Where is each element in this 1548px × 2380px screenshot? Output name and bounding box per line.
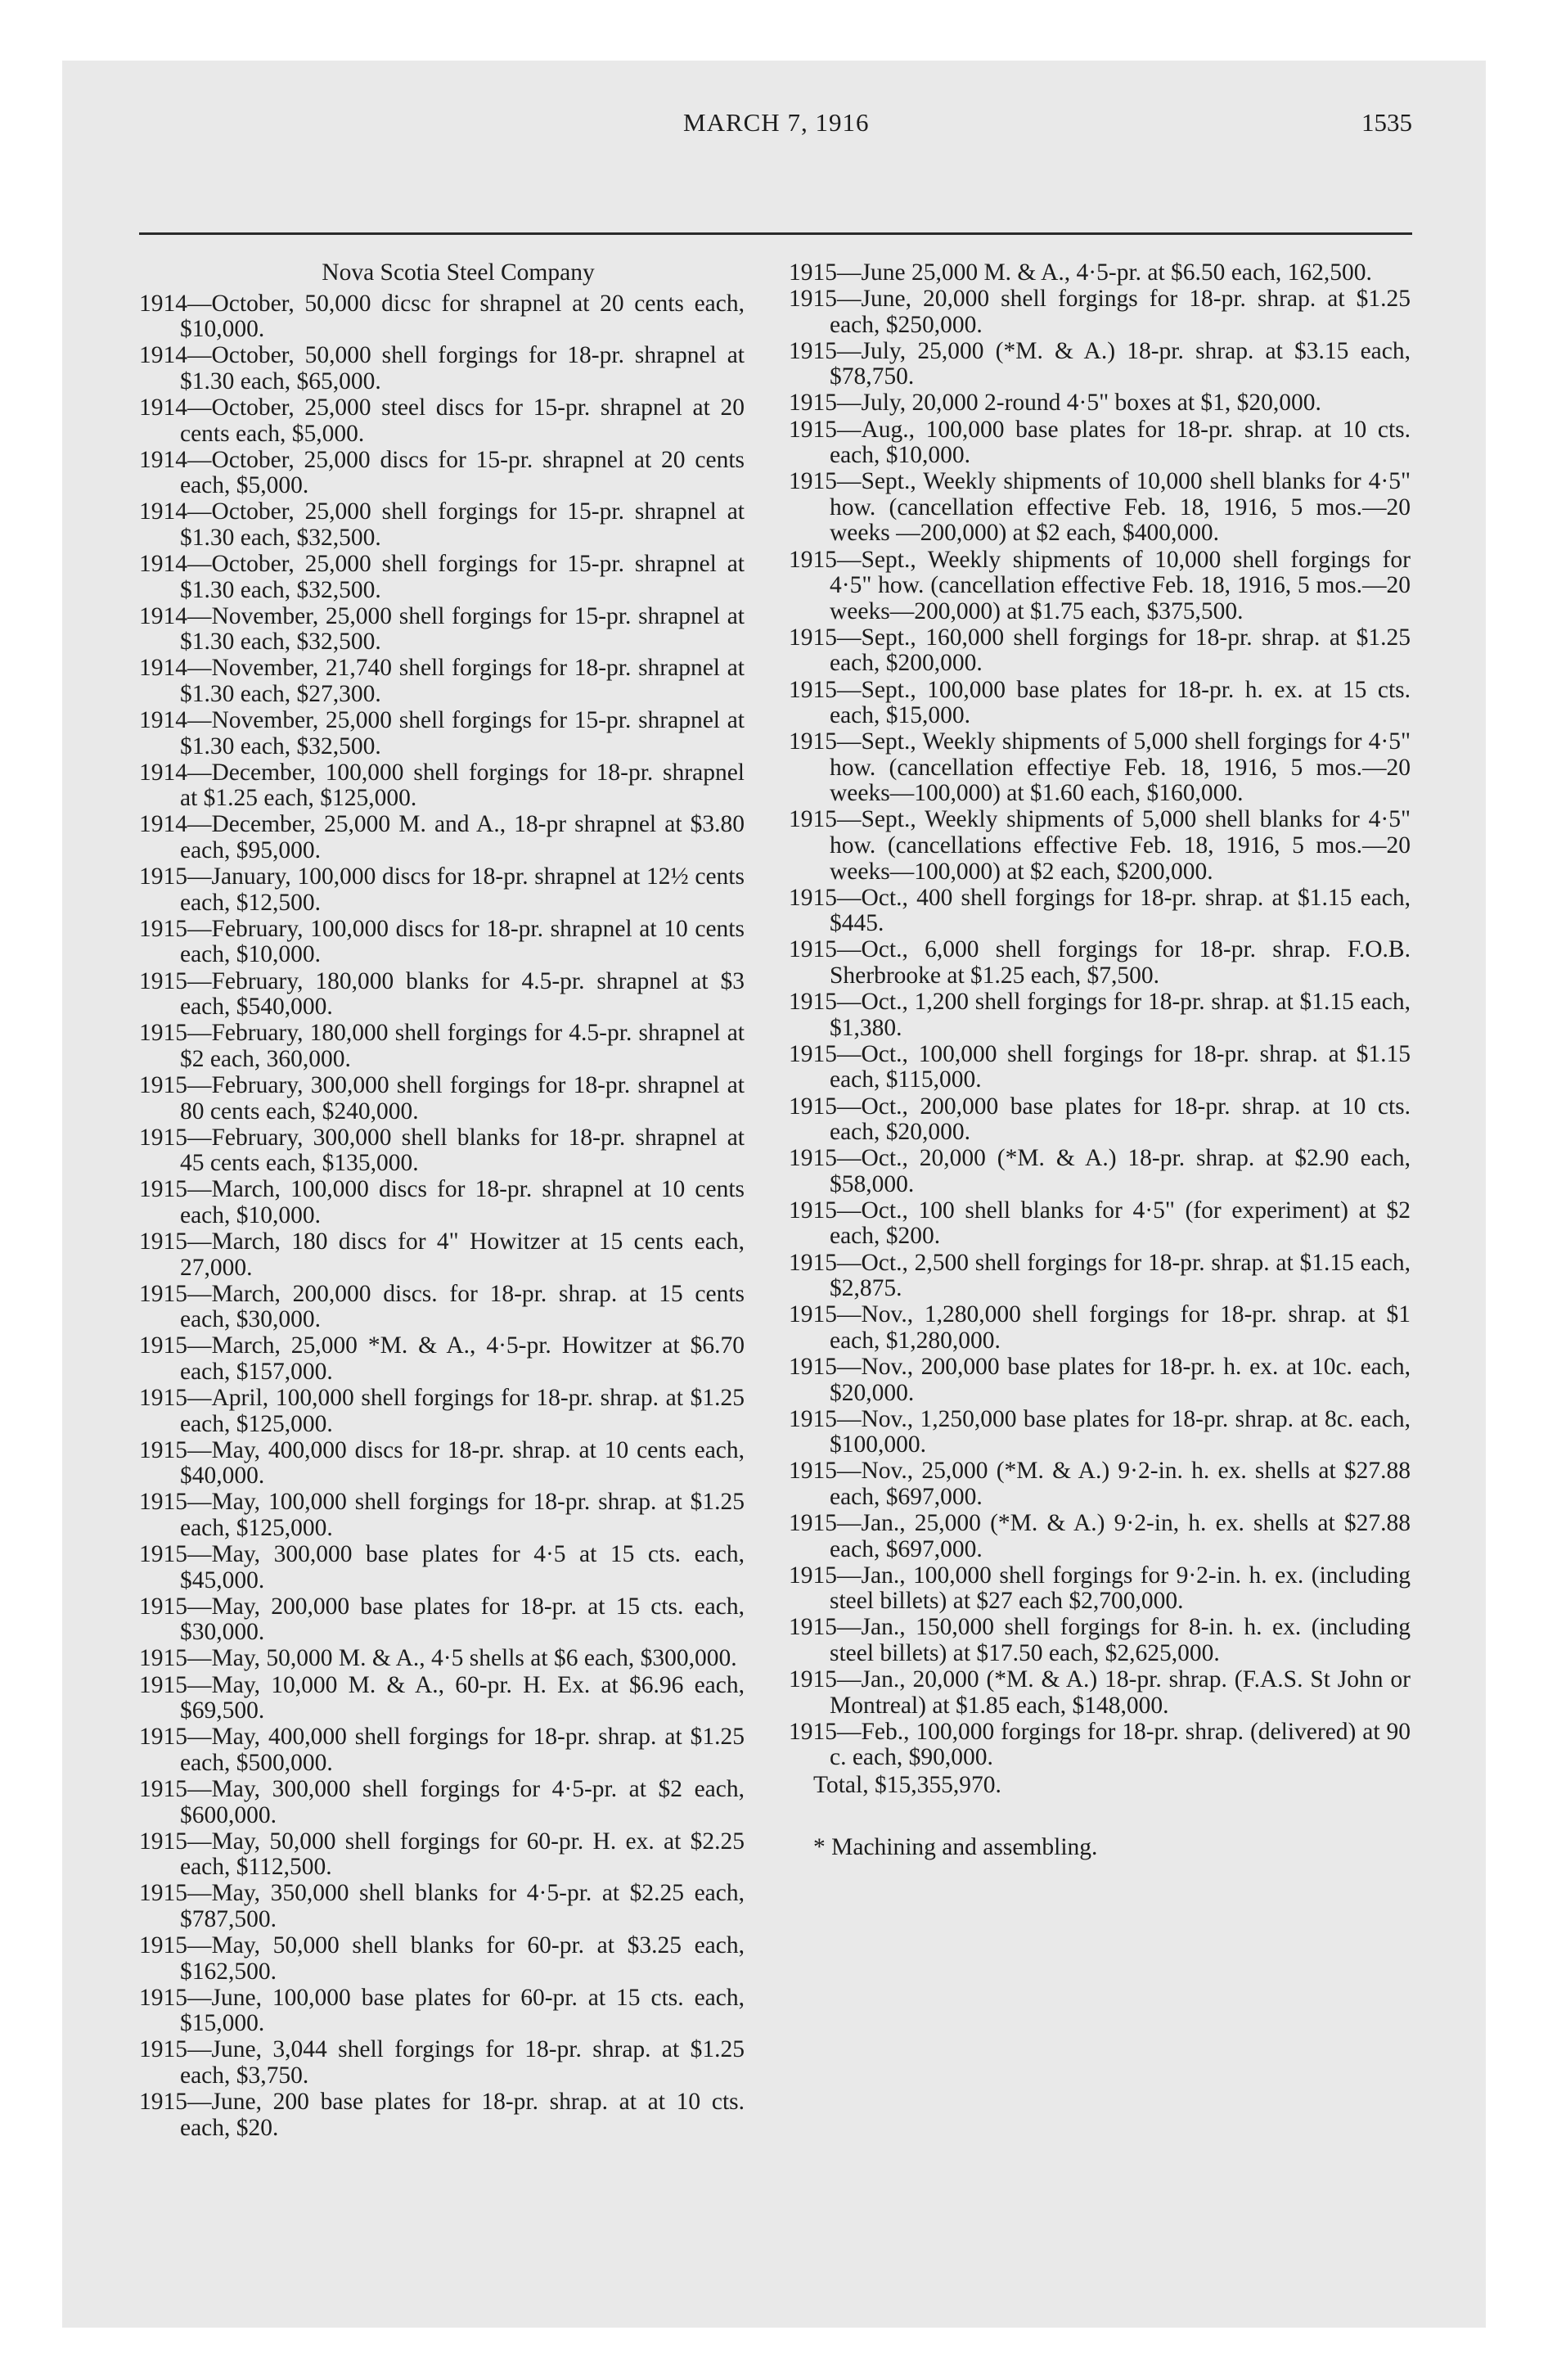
contract-entry: 1915—Aug., 100,000 base plates for 18-pr. shrap. at 10 cts. each, $10,000. — [789, 416, 1411, 469]
contract-entry: 1915—January, 100,000 discs for 18-pr. shrapnel at 12½ cents each, $12,500. — [139, 863, 745, 916]
contract-entry: 1915—March, 25,000 *M. & A., 4·5-pr. Howitzer at $6.70 each, $157,000. — [139, 1332, 745, 1385]
contract-entry: 1915—Oct., 6,000 shell forgings for 18-pr. shrap. F.O.B. Sherbrooke at $1.25 each, $7,500. — [789, 936, 1411, 989]
page-number: 1535 — [1361, 108, 1412, 137]
contract-entry: 1915—Sept., Weekly shipments of 10,000 shell forgings for 4·5" how. (cancellation effective Feb. 18, 1916, 5 mos.—20 weeks—200,000) at $1.75 each, $375,500. — [789, 546, 1411, 624]
contract-entry: 1915—May, 10,000 M. & A., 60-pr. H. Ex. at $6.96 each, $69,500. — [139, 1671, 745, 1724]
right-entry-list — [789, 260, 1411, 1771]
section-title: Nova Scotia Steel Company — [322, 259, 595, 286]
contract-entry: 1915—Nov., 25,000 (*M. & A.) 9·2-in. h. ex. shells at $27.88 each, $697,000. — [789, 1458, 1411, 1510]
contract-entry: 1915—March, 200,000 discs. for 18-pr. shrap. at 15 cents each, $30,000. — [139, 1280, 745, 1333]
contract-entry: 1914—October, 25,000 shell forgings for 15-pr. shrapnel at $1.30 each, $32,500. — [139, 551, 745, 603]
contract-entry: 1915—May, 50,000 shell blanks for 60-pr. at $3.25 each, $162,500. — [139, 1932, 745, 1985]
contract-entry: 1915—Nov., 200,000 base plates for 18-pr. h. ex. at 10c. each, $20,000. — [789, 1353, 1411, 1406]
contract-entry: 1915—Nov., 1,280,000 shell forgings for 18-pr. shrap. at $1 each, $1,280,000. — [789, 1301, 1411, 1354]
contract-entry: 1915—Jan., 20,000 (*M. & A.) 18-pr. shrap. (F.A.S. St John or Montreal) at $1.85 each, $148,000. — [789, 1666, 1411, 1719]
contract-entry: 1915—July, 20,000 2-round 4·5" boxes at $1, $20,000. — [789, 390, 1321, 417]
contract-entry: 1915—May, 400,000 discs for 18-pr. shrap. at 10 cents each, $40,000. — [139, 1436, 745, 1490]
contract-entry: 1914—December, 100,000 shell forgings for 18-pr. shrapnel at $1.25 each, $125,000. — [139, 759, 745, 812]
contract-entry: 1915—June, 100,000 base plates for 60-pr. at 15 cts. each, $15,000. — [139, 1984, 745, 2037]
contract-entry: 1915—April, 100,000 shell forgings for 18-pr. shrap. at $1.25 each, $125,000. — [139, 1385, 745, 1437]
contract-entry: 1915—Oct., 20,000 (*M. & A.) 18-pr. shrap. at $2.90 each, $58,000. — [789, 1145, 1411, 1197]
contract-entry: 1914—November, 25,000 shell forgings for 15-pr. shrapnel at $1.30 each, $32,500. — [139, 602, 745, 656]
contract-entry: 1915—May, 400,000 shell forgings for 18-pr. shrap. at $1.25 each, $500,000. — [139, 1724, 745, 1776]
contract-entry: 1915—May, 100,000 shell forgings for 18-pr. shrap. at $1.25 each, $125,000. — [139, 1489, 745, 1541]
contract-entry: 1915—Nov., 1,250,000 base plates for 18-pr. shrap. at 8c. each, $100,000. — [789, 1405, 1411, 1458]
contract-entry: 1915—Sept., Weekly shipments of 10,000 shell blanks for 4·5" how. (cancellation effective Feb. 18, 1916, 5 mos.—20 weeks —200,000) at $2 each, $400,000. — [789, 468, 1411, 547]
contract-entry: 1915—Jan., 25,000 (*M. & A.) 9·2-in, h. ex. shells at $27.88 each, $697,000. — [789, 1510, 1411, 1562]
contract-entry: 1915—May, 200,000 base plates for 18-pr. at 15 cts. each, $30,000. — [139, 1593, 745, 1646]
contract-entry: 1915—Jan., 100,000 shell forgings for 9·2-in. h. ex. (including steel billets) at $27 each $2,700,000. — [789, 1562, 1411, 1615]
total-line: Total, $15,355,970. — [813, 1771, 1001, 1798]
contract-entry: 1915—Jan., 150,000 shell forgings for 8-in. h. ex. (including steel billets) at $17.50 each, $2,625,000. — [789, 1614, 1411, 1666]
contract-entry: 1915—February, 300,000 shell forgings for 18-pr. shrapnel at 80 cents each, $240,000. — [139, 1071, 745, 1125]
contract-entry: 1915—March, 100,000 discs for 18-pr. shrapnel at 10 cents each, $10,000. — [139, 1176, 745, 1228]
contract-entry: 1915—Sept., 100,000 base plates for 18-pr. h. ex. at 15 cts. each, $15,000. — [789, 676, 1411, 729]
contract-entry: 1914—October, 50,000 shell forgings for 18-pr. shrapnel at $1.30 each, $65,000. — [139, 342, 745, 394]
left-column — [139, 260, 745, 2142]
page-header — [139, 108, 1412, 141]
contract-entry: 1915—Sept., 160,000 shell forgings for 18-pr. shrap. at $1.25 each, $200,000. — [789, 624, 1411, 677]
contract-entry: 1915—Sept., Weekly shipments of 5,000 shell forgings for 4·5" how. (cancellation effectiye Feb. 18, 1916, 5 mos.—20 weeks—100,000) at $1.60 each, $160,000. — [789, 728, 1411, 807]
contract-entry: 1915—Oct., 2,500 shell forgings for 18-pr. shrap. at $1.15 each, $2,875. — [789, 1249, 1411, 1302]
contract-entry: 1915—Feb., 100,000 forgings for 18-pr. shrap. (delivered) at 90 c. each, $90,000. — [789, 1718, 1411, 1771]
contract-entry: 1914—October, 25,000 steel discs for 15-pr. shrapnel at 20 cents each, $5,000. — [139, 394, 745, 447]
contract-entry: 1914—October, 25,000 shell forgings for 15-pr. shrapnel at $1.30 each, $32,500. — [139, 498, 745, 551]
contract-entry: 1915—Oct., 200,000 base plates for 18-pr. shrap. at 10 cts. each, $20,000. — [789, 1093, 1411, 1146]
contract-entry: 1914—October, 25,000 discs for 15-pr. shrapnel at 20 cents each, $5,000. — [139, 446, 745, 499]
contract-entry: 1915—June, 20,000 shell forgings for 18-pr. shrap. at $1.25 each, $250,000. — [789, 286, 1411, 338]
contract-entry: 1914—November, 25,000 shell forgings for 15-pr. shrapnel at $1.30 each, $32,500. — [139, 707, 745, 760]
right-column — [789, 260, 1411, 1860]
contract-entry: 1915—May, 300,000 base plates for 4·5 at 15 cts. each, $45,000. — [139, 1541, 745, 1593]
contract-entry: 1915—Sept., Weekly shipments of 5,000 shell blanks for 4·5" how. (cancellations effective Feb. 18, 1916, 5 mos.—20 weeks—100,000) at $2 each, $200,000. — [789, 806, 1411, 885]
contract-entry: 1915—May, 50,000 shell forgings for 60-pr. H. ex. at $2.25 each, $112,500. — [139, 1828, 745, 1881]
contract-entry: 1914—November, 21,740 shell forgings for 18-pr. shrapnel at $1.30 each, $27,300. — [139, 655, 745, 707]
contract-entry: 1915—May, 350,000 shell blanks for 4·5-pr. at $2.25 each, $787,500. — [139, 1880, 745, 1932]
contract-entry: 1915—February, 180,000 blanks for 4.5-pr. shrapnel at $3 each, $540,000. — [139, 967, 745, 1021]
contract-entry: 1915—June 25,000 M. & A., 4·5-pr. at $6.50 each, 162,500. — [789, 259, 1372, 286]
contract-entry: 1915—Oct., 100 shell blanks for 4·5" (for experiment) at $2 each, $200. — [789, 1197, 1411, 1250]
contract-entry: 1915—March, 180 discs for 4" Howitzer at 15 cents each, 27,000. — [139, 1228, 745, 1281]
footnote: * Machining and assembling. — [813, 1833, 1098, 1860]
page-date: MARCH 7, 1916 — [683, 108, 870, 137]
contract-entry: 1915—June, 3,044 shell forgings for 18-pr. shrap. at $1.25 each, $3,750. — [139, 2036, 745, 2089]
contract-entry: 1915—Oct., 1,200 shell forgings for 18-pr. shrap. at $1.15 each, $1,380. — [789, 989, 1411, 1041]
left-entry-list — [139, 291, 745, 2142]
contract-entry: 1915—May, 300,000 shell forgings for 4·5-pr. at $2 each, $600,000. — [139, 1775, 745, 1828]
contract-entry: 1915—Oct., 100,000 shell forgings for 18-pr. shrap. at $1.15 each, $115,000. — [789, 1040, 1411, 1093]
contract-entry: 1915—July, 25,000 (*M. & A.) 18-pr. shrap. at $3.15 each, $78,750. — [789, 337, 1411, 390]
contract-entry: 1915—February, 300,000 shell blanks for 18-pr. shrapnel at 45 cents each, $135,000. — [139, 1124, 745, 1177]
header-rule — [139, 232, 1412, 235]
contract-entry: 1914—October, 50,000 dicsc for shrapnel at 20 cents each, $10,000. — [139, 290, 745, 343]
contract-entry: 1914—December, 25,000 M. and A., 18-pr shrapnel at $3.80 each, $95,000. — [139, 811, 745, 864]
contract-entry: 1915—February, 100,000 discs for 18-pr. shrapnel at 10 cents each, $10,000. — [139, 915, 745, 968]
contract-entry: 1915—May, 50,000 M. & A., 4·5 shells at $6 each, $300,000. — [139, 1645, 737, 1672]
contract-entry: 1915—Oct., 400 shell forgings for 18-pr. shrap. at $1.15 each, $445. — [789, 884, 1411, 937]
contract-entry: 1915—June, 200 base plates for 18-pr. shrap. at at 10 cts. each, $20. — [139, 2089, 745, 2141]
contract-entry: 1915—February, 180,000 shell forgings for 4.5-pr. shrapnel at $2 each, 360,000. — [139, 1020, 745, 1072]
